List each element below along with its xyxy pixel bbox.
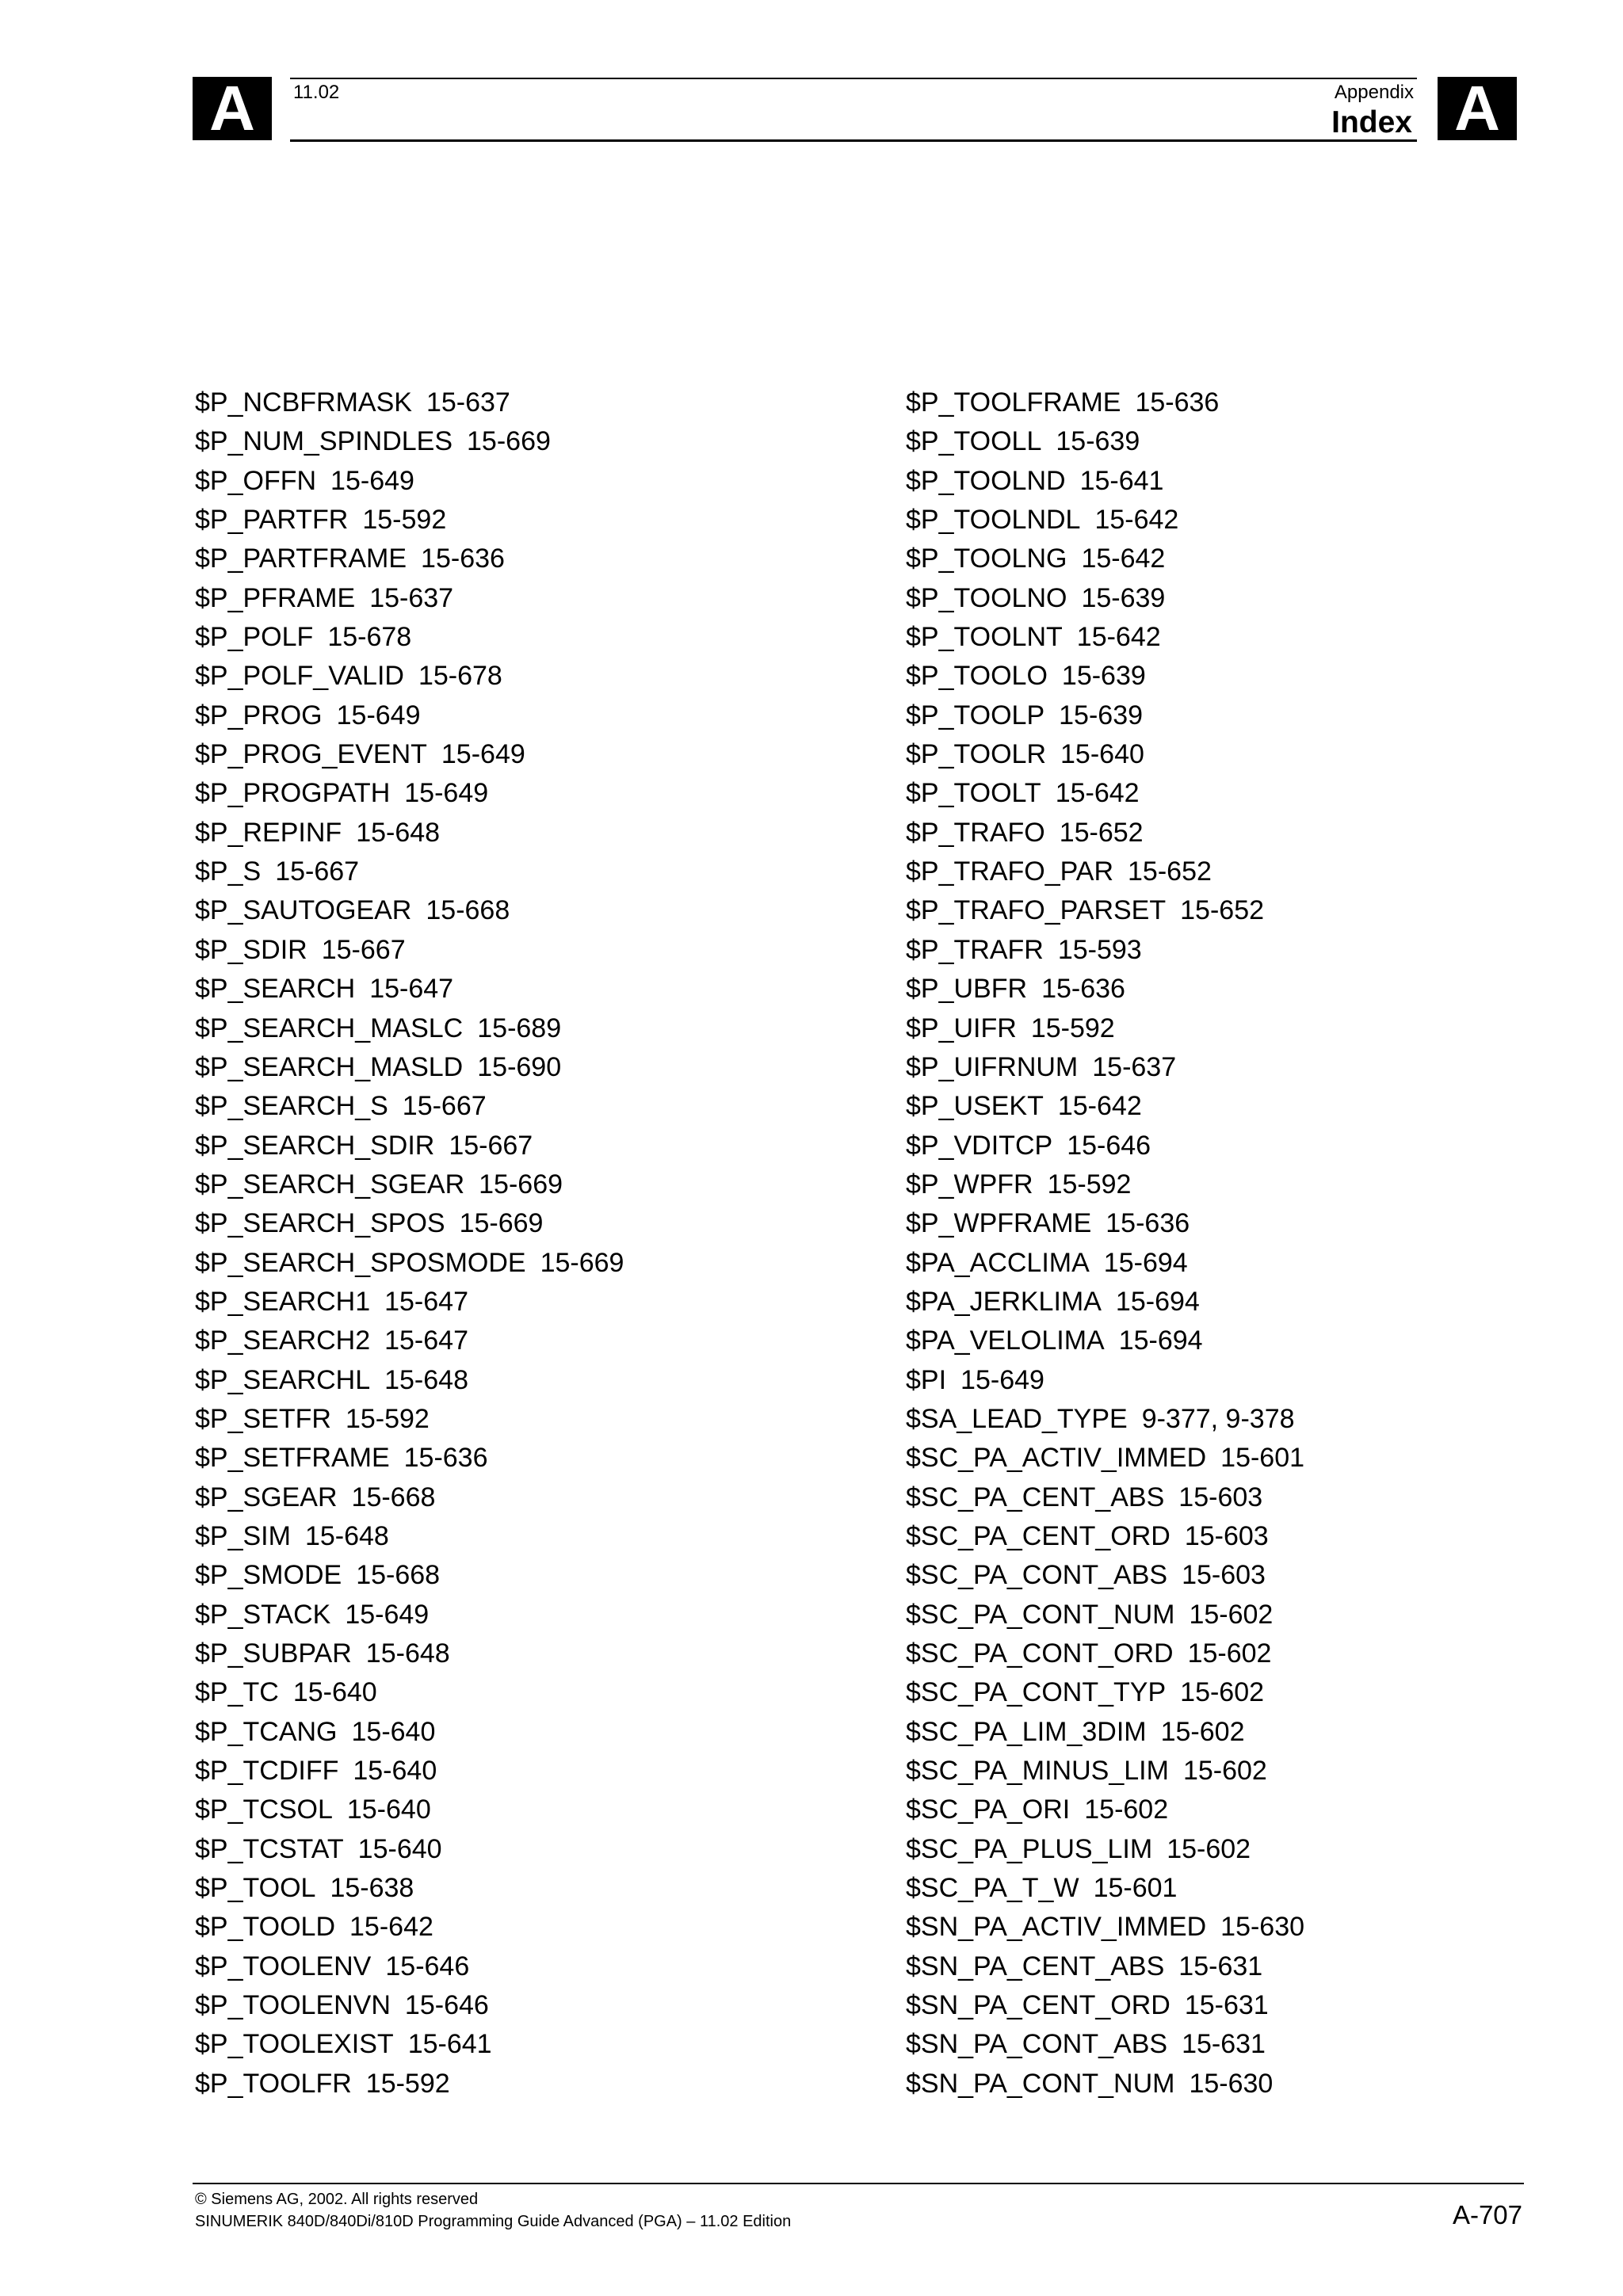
index-entry xyxy=(195,1087,624,1126)
index-page-ref: 15-636 xyxy=(421,543,505,574)
index-page-ref: 15-669 xyxy=(540,1247,624,1278)
index-term: $SC_PA_CENT_ORD xyxy=(906,1520,1170,1551)
header-rule-top xyxy=(290,78,1417,79)
index-page-ref: 15-649 xyxy=(336,700,421,730)
index-page-ref: 15-694 xyxy=(1103,1247,1188,1278)
index-term: $P_TCDIFF xyxy=(195,1756,339,1787)
index-page-ref: 15-636 xyxy=(1041,974,1125,1005)
index-term: $P_TOOLNT xyxy=(906,622,1063,653)
index-term: $P_VDITCP xyxy=(906,1130,1053,1161)
index-term: $P_SMODE xyxy=(195,1560,342,1591)
index-term: $P_TOOLND xyxy=(906,465,1066,496)
index-term: $P_PROG_EVENT xyxy=(195,739,427,770)
index-page-ref: 15-639 xyxy=(1059,700,1144,730)
index-entry xyxy=(195,1791,624,1829)
index-page-ref: 15-602 xyxy=(1160,1716,1245,1747)
index-page-ref: 15-637 xyxy=(369,582,454,613)
index-page-ref: 15-602 xyxy=(1084,1794,1169,1825)
index-term: $P_UIFR xyxy=(906,1013,1017,1043)
index-term: $PA_VELOLIMA xyxy=(906,1325,1105,1356)
index-entry xyxy=(195,1204,624,1243)
index-entry xyxy=(195,1908,624,1947)
index-entry xyxy=(906,852,1304,891)
index-page-ref: 15-647 xyxy=(384,1286,468,1317)
index-page-ref: 15-649 xyxy=(960,1364,1044,1395)
index-entry xyxy=(195,1517,624,1556)
index-page-ref: 15-639 xyxy=(1081,582,1166,613)
chapter-tab-left: A xyxy=(193,77,272,140)
index-entry xyxy=(195,1048,624,1087)
footer-document-title: SINUMERIK 840D/840Di/810D Programming Guide Advanced (PGA) – 11.02 Edition xyxy=(195,2213,792,2230)
index-entry xyxy=(906,1947,1304,1986)
index-entry xyxy=(195,1986,624,2025)
index-page-ref: 15-667 xyxy=(275,856,360,887)
index-term: $P_TOOLFR xyxy=(195,2068,352,2099)
index-page-ref: 15-642 xyxy=(349,1912,433,1943)
index-entry xyxy=(195,970,624,1009)
index-page-ref: 15-603 xyxy=(1178,1482,1263,1512)
index-page-ref: 15-630 xyxy=(1189,2068,1274,2099)
index-page-ref: 15-640 xyxy=(1060,739,1144,770)
index-entry xyxy=(906,1283,1304,1322)
index-term: $P_TOOLNG xyxy=(906,543,1067,574)
index-entry xyxy=(195,1869,624,1908)
index-entry xyxy=(906,1048,1304,1087)
index-entry xyxy=(906,1322,1304,1360)
index-term: $SC_PA_CENT_ABS xyxy=(906,1482,1165,1512)
index-page-ref: 15-646 xyxy=(1067,1130,1151,1161)
index-term: $SN_PA_CENT_ORD xyxy=(906,1990,1170,2021)
index-entry xyxy=(195,657,624,696)
index-term: $P_TOOLENV xyxy=(195,1951,372,1981)
index-entry xyxy=(906,383,1304,422)
index-term: $SC_PA_PLUS_LIM xyxy=(906,1833,1153,1864)
index-entry xyxy=(906,618,1304,657)
index-entry xyxy=(906,579,1304,618)
index-term: $P_PROGPATH xyxy=(195,778,391,809)
index-page-ref: 15-592 xyxy=(365,2068,450,2099)
index-entry xyxy=(906,501,1304,540)
index-page-ref: 15-678 xyxy=(327,622,412,653)
header-section: Appendix xyxy=(1334,82,1414,103)
index-page-ref: 15-642 xyxy=(1081,543,1166,574)
index-entry xyxy=(906,1478,1304,1517)
index-page-ref: 15-637 xyxy=(1092,1051,1177,1082)
index-page-ref: 15-641 xyxy=(407,2029,492,2060)
index-term: $P_TCSOL xyxy=(195,1794,333,1825)
index-page-ref: 15-648 xyxy=(356,817,441,848)
footer-copyright: © Siemens AG, 2002. All rights reserved xyxy=(195,2191,479,2208)
index-entry xyxy=(906,1596,1304,1634)
index-term: $P_TOOLT xyxy=(906,778,1041,809)
index-term: $P_POLF_VALID xyxy=(195,661,404,692)
index-term: $P_SDIR xyxy=(195,934,307,965)
index-page-ref: 15-669 xyxy=(479,1169,563,1199)
index-entry xyxy=(906,1556,1304,1595)
index-term: $P_TOOLL xyxy=(906,426,1042,457)
index-entry xyxy=(195,1009,624,1048)
page-number: A-707 xyxy=(1452,2200,1522,2229)
index-term: $SC_PA_CONT_TYP xyxy=(906,1677,1167,1708)
index-term: $P_REPINF xyxy=(195,817,342,848)
index-page-ref: 15-678 xyxy=(418,661,502,692)
index-term: $P_SGEAR xyxy=(195,1482,338,1512)
index-page-ref: 15-631 xyxy=(1182,2029,1266,2060)
index-term: $P_SUBPAR xyxy=(195,1638,352,1669)
index-entry xyxy=(906,1439,1304,1478)
index-term: $P_SIM xyxy=(195,1520,291,1551)
index-page-ref: 15-640 xyxy=(346,1794,431,1825)
index-entry xyxy=(906,1673,1304,1712)
index-term: $PA_ACCLIMA xyxy=(906,1247,1090,1278)
index-term: $P_TCSTAT xyxy=(195,1833,344,1864)
index-term: $P_TOOLO xyxy=(906,661,1048,692)
index-entry xyxy=(195,1322,624,1360)
index-page-ref: 15-646 xyxy=(404,1990,489,2021)
index-term: $SA_LEAD_TYPE xyxy=(906,1403,1128,1434)
index-term: $P_TC xyxy=(195,1677,279,1708)
index-entry xyxy=(906,931,1304,970)
index-page-ref: 15-648 xyxy=(365,1638,450,1669)
index-term: $P_TOOLR xyxy=(906,739,1047,770)
index-page-ref: 15-646 xyxy=(385,1951,470,1981)
index-page-ref: 15-649 xyxy=(404,778,489,809)
header-rule-bottom xyxy=(290,139,1417,142)
index-page-ref: 15-636 xyxy=(1106,1208,1190,1239)
index-term: $SC_PA_CONT_ABS xyxy=(906,1560,1168,1591)
index-page-ref: 15-652 xyxy=(1128,856,1212,887)
index-term: $P_TRAFR xyxy=(906,934,1044,965)
index-entry xyxy=(906,540,1304,578)
index-entry xyxy=(195,1673,624,1712)
index-page-ref: 15-602 xyxy=(1180,1677,1265,1708)
index-entry xyxy=(195,1634,624,1673)
index-term: $P_SEARCHL xyxy=(195,1364,371,1395)
index-entry xyxy=(195,1478,624,1517)
index-entry xyxy=(195,383,624,422)
index-page-ref: 15-642 xyxy=(1076,622,1161,653)
index-entry xyxy=(906,696,1304,735)
index-term: $P_WPFR xyxy=(906,1169,1033,1199)
index-page-ref: 15-640 xyxy=(351,1716,436,1747)
index-page-ref: 15-601 xyxy=(1220,1443,1305,1474)
index-page-ref: 15-603 xyxy=(1184,1520,1269,1551)
index-entry xyxy=(906,1752,1304,1791)
index-page-ref: 15-602 xyxy=(1187,1638,1272,1669)
index-term: $SN_PA_ACTIV_IMMED xyxy=(906,1912,1207,1943)
index-entry xyxy=(195,1596,624,1634)
index-entry xyxy=(906,1244,1304,1283)
index-entry xyxy=(195,735,624,774)
index-page-ref: 15-641 xyxy=(1079,465,1164,496)
index-entry xyxy=(195,1165,624,1204)
index-term: $P_SEARCH_S xyxy=(195,1091,388,1122)
index-term: $SC_PA_MINUS_LIM xyxy=(906,1756,1169,1787)
index-page-ref: 15-602 xyxy=(1189,1599,1274,1630)
index-page-ref: 15-652 xyxy=(1059,817,1144,848)
index-page-ref: 15-640 xyxy=(357,1833,442,1864)
index-entry xyxy=(906,1087,1304,1126)
index-term: $P_TOOLNO xyxy=(906,582,1067,613)
index-entry xyxy=(195,1244,624,1283)
index-term: $SN_PA_CENT_ABS xyxy=(906,1951,1165,1981)
index-page-ref: 15-649 xyxy=(345,1599,430,1630)
index-entry xyxy=(195,891,624,930)
index-entry xyxy=(195,774,624,813)
index-term: $P_SEARCH_SPOS xyxy=(195,1208,445,1239)
index-term: $P_PARTFRAME xyxy=(195,543,407,574)
index-page-ref: 15-636 xyxy=(1135,387,1220,418)
index-page-ref: 15-592 xyxy=(1030,1013,1115,1043)
index-entry xyxy=(906,970,1304,1009)
index-entry xyxy=(195,501,624,540)
index-entry xyxy=(195,814,624,852)
index-entry xyxy=(906,774,1304,813)
index-entry xyxy=(906,814,1304,852)
index-entry xyxy=(906,1713,1304,1752)
index-page-ref: 15-639 xyxy=(1056,426,1140,457)
index-term: $P_SEARCH2 xyxy=(195,1325,371,1356)
index-term: $SN_PA_CONT_ABS xyxy=(906,2029,1168,2060)
index-term: $P_TOOLD xyxy=(195,1912,336,1943)
index-term: $P_SEARCH_SPOSMODE xyxy=(195,1247,526,1278)
index-entry xyxy=(906,1009,1304,1048)
index-term: $P_NCBFRMASK xyxy=(195,387,412,418)
index-entry xyxy=(195,1947,624,1986)
header-date: 11.02 xyxy=(293,82,340,103)
index-page-ref: 15-636 xyxy=(403,1443,488,1474)
index-page-ref: 15-642 xyxy=(1055,778,1140,809)
index-page-ref: 15-602 xyxy=(1182,1756,1267,1787)
index-page-ref: 15-640 xyxy=(292,1677,377,1708)
index-entry xyxy=(195,1127,624,1165)
index-term: $P_TOOLFRAME xyxy=(906,387,1121,418)
index-page-ref: 15-592 xyxy=(362,505,447,536)
index-page-ref: 15-648 xyxy=(304,1520,389,1551)
index-page-ref: 15-637 xyxy=(426,387,510,418)
index-term: $P_SEARCH_MASLC xyxy=(195,1013,464,1043)
index-term: $SC_PA_LIM_3DIM xyxy=(906,1716,1147,1747)
index-term: $P_TOOLNDL xyxy=(906,505,1081,536)
index-page-ref: 15-669 xyxy=(467,426,551,457)
index-entry xyxy=(195,1439,624,1478)
index-entry xyxy=(906,735,1304,774)
index-entry xyxy=(195,2065,624,2103)
index-page-ref: 15-694 xyxy=(1118,1325,1203,1356)
footer-rule xyxy=(193,2183,1524,2184)
index-entry xyxy=(906,1791,1304,1829)
index-term: $P_TOOLENVN xyxy=(195,1990,391,2021)
index-page-ref: 15-694 xyxy=(1115,1286,1200,1317)
index-page-ref: 15-593 xyxy=(1057,934,1142,965)
index-entry xyxy=(195,1400,624,1439)
index-page-ref: 15-648 xyxy=(384,1364,468,1395)
index-page-ref: 9-377, 9-378 xyxy=(1141,1403,1295,1434)
index-term: $P_SEARCH_SGEAR xyxy=(195,1169,465,1199)
index-column-left xyxy=(195,383,624,2103)
index-entry xyxy=(906,1634,1304,1673)
index-entry xyxy=(195,2025,624,2064)
index-entry xyxy=(906,1986,1304,2025)
index-page-ref: 15-649 xyxy=(330,465,414,496)
index-page-ref: 15-638 xyxy=(330,1873,414,1904)
index-page-ref: 15-690 xyxy=(477,1051,562,1082)
index-term: $P_TRAFO_PAR xyxy=(906,856,1114,887)
chapter-tab-right: A xyxy=(1438,77,1517,140)
index-term: $P_TRAFO_PARSET xyxy=(906,895,1167,926)
index-entry xyxy=(906,422,1304,461)
index-page-ref: 15-668 xyxy=(351,1482,436,1512)
index-entry xyxy=(195,931,624,970)
index-term: $P_TOOLP xyxy=(906,700,1045,730)
index-term: $P_SEARCH xyxy=(195,974,356,1005)
index-page-ref: 15-631 xyxy=(1184,1990,1269,2021)
index-entry xyxy=(906,1400,1304,1439)
index-entry xyxy=(906,2025,1304,2064)
index-entry xyxy=(906,2065,1304,2103)
index-page-ref: 15-631 xyxy=(1178,1951,1263,1981)
index-term: $SC_PA_ORI xyxy=(906,1794,1071,1825)
index-entry xyxy=(195,422,624,461)
page-title: Index xyxy=(1331,105,1412,139)
index-page-ref: 15-640 xyxy=(353,1756,437,1787)
index-term: $SC_PA_CONT_NUM xyxy=(906,1599,1175,1630)
index-term: $SN_PA_CONT_NUM xyxy=(906,2068,1175,2099)
index-page-ref: 15-642 xyxy=(1057,1091,1142,1122)
index-term: $P_POLF xyxy=(195,622,314,653)
index-page-ref: 15-668 xyxy=(356,1560,441,1591)
index-page-ref: 15-603 xyxy=(1182,1560,1266,1591)
index-entry xyxy=(906,1165,1304,1204)
index-page-ref: 15-668 xyxy=(426,895,510,926)
index-entry xyxy=(906,1204,1304,1243)
index-entry xyxy=(195,618,624,657)
index-page-ref: 15-647 xyxy=(384,1325,468,1356)
index-page-ref: 15-647 xyxy=(369,974,454,1005)
index-entry xyxy=(195,1830,624,1869)
index-term: $P_SEARCH1 xyxy=(195,1286,371,1317)
index-term: $PI xyxy=(906,1364,947,1395)
index-term: $P_PARTFR xyxy=(195,505,349,536)
index-entry xyxy=(195,1556,624,1595)
index-page-ref: 15-667 xyxy=(449,1130,533,1161)
index-term: $P_USEKT xyxy=(906,1091,1044,1122)
index-entry xyxy=(195,1283,624,1322)
index-entry xyxy=(195,462,624,501)
index-page-ref: 15-649 xyxy=(441,739,525,770)
index-page-ref: 15-667 xyxy=(321,934,406,965)
index-term: $P_SETFR xyxy=(195,1403,331,1434)
index-term: $P_TRAFO xyxy=(906,817,1045,848)
index-entry xyxy=(195,1361,624,1400)
index-page-ref: 15-601 xyxy=(1093,1873,1178,1904)
index-term: $P_OFFN xyxy=(195,465,317,496)
index-page-ref: 15-642 xyxy=(1094,505,1179,536)
index-term: $P_PROG xyxy=(195,700,323,730)
index-entry xyxy=(906,462,1304,501)
index-term: $P_TOOL xyxy=(195,1873,316,1904)
index-term: $P_TOOLEXIST xyxy=(195,2029,394,2060)
index-term: $P_TCANG xyxy=(195,1716,338,1747)
index-page-ref: 15-667 xyxy=(402,1091,487,1122)
index-term: $P_STACK xyxy=(195,1599,331,1630)
index-term: $P_S xyxy=(195,856,262,887)
index-column-right xyxy=(906,383,1304,2103)
index-entry xyxy=(906,657,1304,696)
index-page-ref: 15-602 xyxy=(1167,1833,1251,1864)
index-term: $P_SAUTOGEAR xyxy=(195,895,412,926)
index-term: $P_SEARCH_SDIR xyxy=(195,1130,435,1161)
index-term: $P_SEARCH_MASLD xyxy=(195,1051,464,1082)
index-entry xyxy=(195,540,624,578)
index-term: $SC_PA_ACTIV_IMMED xyxy=(906,1443,1207,1474)
index-entry xyxy=(906,1869,1304,1908)
index-term: $P_NUM_SPINDLES xyxy=(195,426,453,457)
index-term: $P_WPFRAME xyxy=(906,1208,1092,1239)
index-page-ref: 15-592 xyxy=(345,1403,430,1434)
index-entry xyxy=(195,1752,624,1791)
index-entry xyxy=(195,852,624,891)
index-term: $P_SETFRAME xyxy=(195,1443,390,1474)
index-entry xyxy=(906,1127,1304,1165)
index-entry xyxy=(195,1713,624,1752)
index-page-ref: 15-652 xyxy=(1180,895,1265,926)
index-term: $P_UBFR xyxy=(906,974,1028,1005)
index-term: $SC_PA_CONT_ORD xyxy=(906,1638,1174,1669)
index-entry xyxy=(906,1908,1304,1947)
index-page-ref: 15-630 xyxy=(1220,1912,1305,1943)
index-term: $SC_PA_T_W xyxy=(906,1873,1079,1904)
index-entry xyxy=(195,579,624,618)
index-page-ref: 15-639 xyxy=(1061,661,1146,692)
index-term: $P_PFRAME xyxy=(195,582,356,613)
index-entry xyxy=(906,1361,1304,1400)
index-page-ref: 15-669 xyxy=(459,1208,544,1239)
index-term: $PA_JERKLIMA xyxy=(906,1286,1102,1317)
index-page-ref: 15-592 xyxy=(1047,1169,1132,1199)
index-entry xyxy=(195,696,624,735)
index-entry xyxy=(906,1830,1304,1869)
index-entry xyxy=(906,1517,1304,1556)
index-entry xyxy=(906,891,1304,930)
index-page-ref: 15-689 xyxy=(477,1013,562,1043)
index-term: $P_UIFRNUM xyxy=(906,1051,1079,1082)
